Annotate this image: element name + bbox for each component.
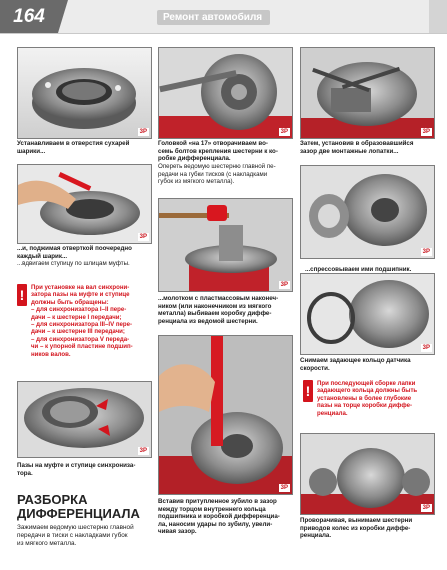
photo-synchronizer-balls (17, 47, 152, 139)
photo-chisel-gap (158, 335, 293, 495)
photo-speed-sensor-ring (300, 273, 435, 355)
warning-icon: ! (303, 380, 313, 402)
photo-badge: 3P (280, 129, 288, 135)
photo-badge: 3P (280, 485, 288, 491)
photo-badge: 3P (139, 234, 147, 240)
caption-middle-3: Вставив притупленное зубило в зазор между торцом внутреннего кольца подшипника и коробкой дифференциа- ла, наносим удары по зубилу, увели- чивая зазор. (158, 498, 280, 536)
photo-badge: 3P (280, 282, 288, 288)
warning-icon: ! (17, 284, 27, 306)
page-header (0, 0, 447, 34)
photo-badge: 3P (422, 345, 430, 351)
section-title: Ремонт автомобиля (157, 10, 270, 25)
photo-badge: 3P (422, 249, 430, 255)
page-number: 164 (0, 0, 58, 33)
warning-synchronizer: ! При установке на вал синхрони- затора пазы на муфте и ступице должны быть обращены: – для синхронизатора I–II пере- дачи – к шестерне I передачи; – для синхронизатора III–IV пере- дачи – к шестерне III передачи; – для синхронизатора V переда- чи – к упорной пластине подшип- ников валов. (17, 284, 152, 358)
photo-badge: 3P (139, 129, 147, 135)
photo-sync-grooves (17, 381, 152, 458)
caption-right-4: Проворачивая, вынимаем шестерни приводов колес из коробки диффе- ренциала. (300, 517, 413, 540)
caption-right-3: Снимаем задающее кольцо датчика скорости. (300, 357, 411, 372)
section-heading: РАЗБОРКА ДИФФЕРЕНЦИАЛА (17, 492, 140, 521)
photo-hammer-differential (158, 198, 293, 292)
caption-left-2: ...и, поджимая отверткой поочередно каждый шарик... ...вдвигаем ступицу по шлицам муфты. (17, 245, 132, 268)
photo-badge: 3P (422, 505, 430, 511)
caption-right-2: ...спрессовываем ими подшипник. (305, 266, 412, 273)
thumb-tab (429, 0, 447, 33)
caption-left-3: Пазы на муфте и ступице синхрониза- тора. (17, 462, 136, 477)
warning-ring-tabs: ! При последующей сборке лапки задающего кольца должны быть установлены в более глубокие пазы на торце коробки диффе- ренциала. (303, 380, 435, 417)
photo-badge: 3P (422, 129, 430, 135)
photo-mounting-spatulas (300, 47, 435, 139)
caption-middle-1b: Опереть ведомую шестерню главной пе- редачи на губки тисков (с накладками губок из мягкого металла). (158, 163, 276, 186)
caption-middle-2: ...молотком с пластмассовым наконеч- ником (или наконечником из мягкого металла) выбиваем коробку диффе- ренциала из ведомой шестерни. (158, 295, 279, 325)
photo-remove-gears (300, 433, 435, 515)
caption-left-1: Устанавливаем в отверстия сухарей шарики... (17, 140, 130, 155)
photo-pressing-balls (17, 164, 152, 244)
photo-badge: 3P (139, 448, 147, 454)
photo-bearing-press (300, 165, 435, 259)
caption-right-1: Затем, установив в образовавшийся зазор две монтажные лопатки... (300, 140, 414, 155)
body-paragraph: Зажимаем ведомую шестерню главной передачи в тиски с накладками губок из мягкого металла. (17, 524, 134, 547)
caption-middle-1: Головкой «на 17» отворачиваем во- семь болтов крепления шестерни к ко- робке дифференциала. (158, 140, 278, 163)
photo-unscrew-bolts (158, 47, 293, 139)
